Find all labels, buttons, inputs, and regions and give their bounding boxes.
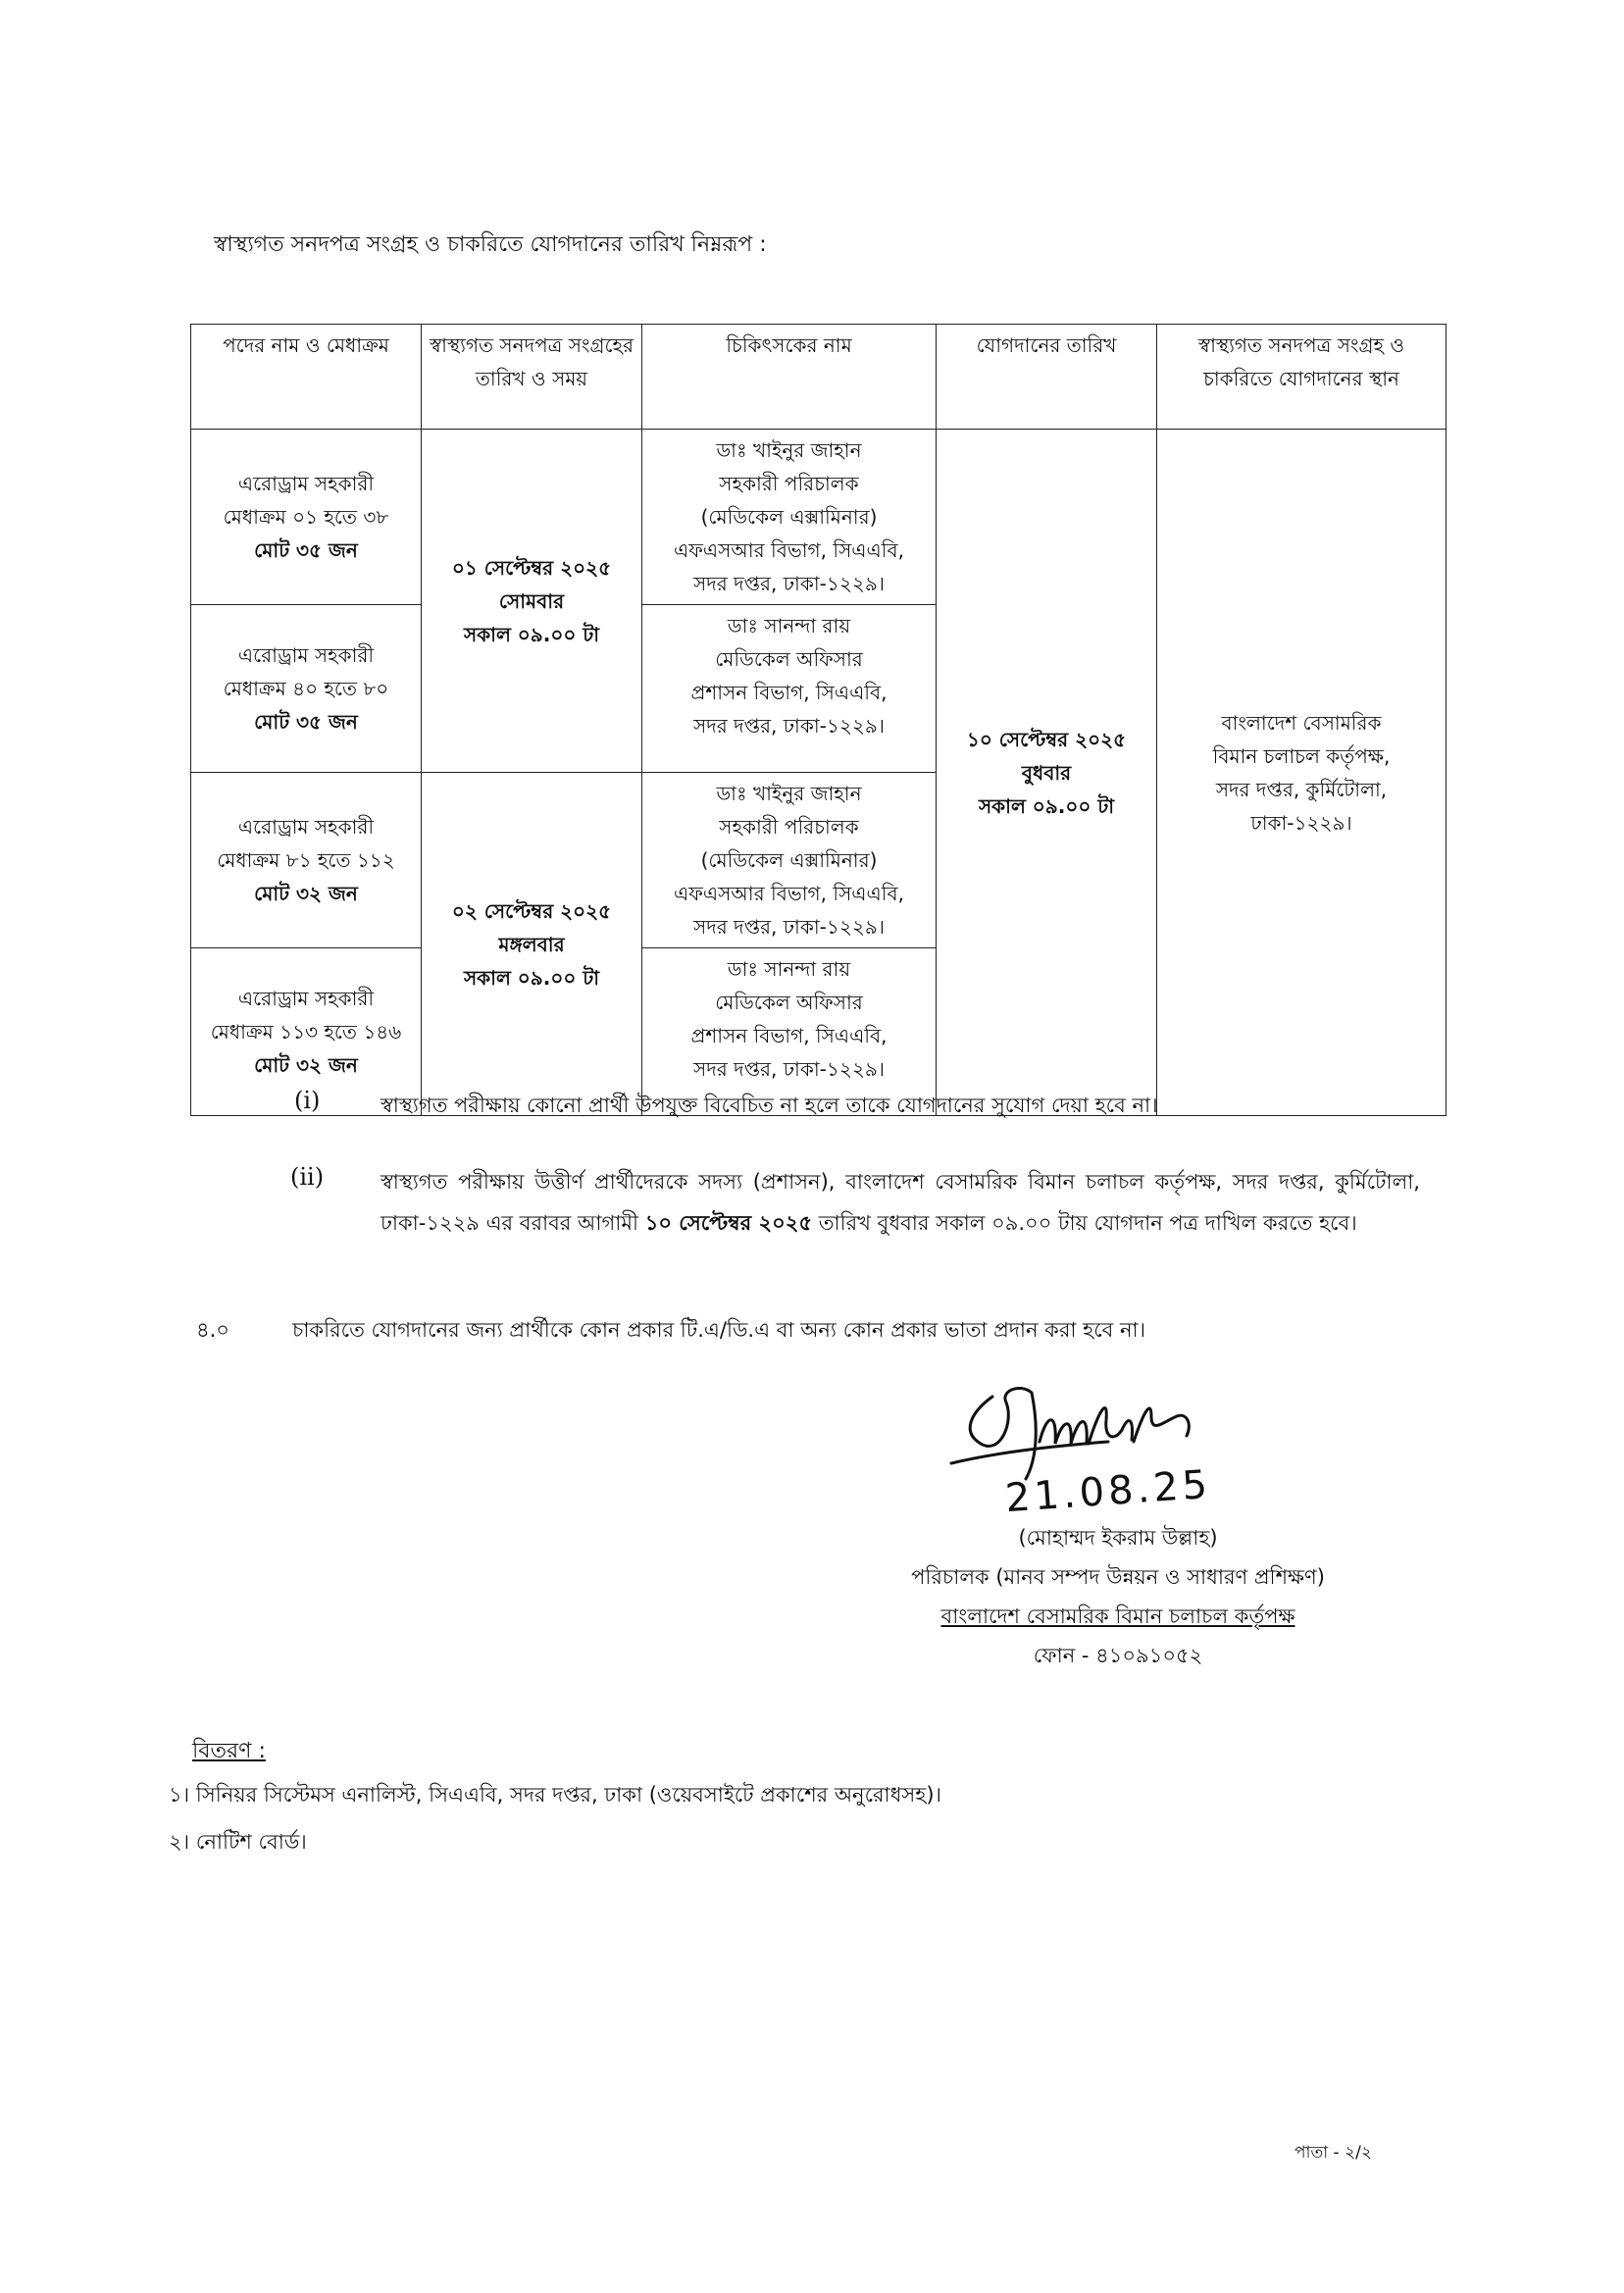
doctor-cell bbox=[642, 605, 937, 773]
cert-date-cell-1 bbox=[422, 430, 642, 773]
total-count: মোট ৩২ জন bbox=[254, 882, 358, 905]
total-count: মোট ৩২ জন bbox=[254, 1053, 358, 1077]
doctor-name: ডাঃ খাইনুর জাহান bbox=[716, 782, 862, 805]
doctor-address: সদর দপ্তর, ঢাকা-১২২৯। bbox=[693, 714, 885, 738]
joining-date: ১০ সেপ্টেম্বর ২০২৫ bbox=[966, 727, 1127, 751]
schedule-table bbox=[190, 324, 1446, 1116]
distribution-item: ১। সিনিয়র সিস্টেমস এনালিস্ট, সিএএবি, সদর দপ্তর, ঢাকা (ওয়েবসাইটে প্রকাশের অনুরোধসহ)। bbox=[169, 1783, 942, 1807]
signatory-phone: ফোন - ৪১০৯১০৫২ bbox=[1033, 1644, 1203, 1667]
post-name: এরোড্রাম সহকারী bbox=[237, 815, 375, 839]
note-text-i: স্বাস্থ্যগত পরীক্ষায় কোনো প্রার্থী উপযুক্ত বিবেচিত না হলে তাকে যোগদানের সুযোগ দেয়া হবে না। bbox=[381, 1094, 1158, 1117]
merit-range: মেধাক্রম ৪০ হতে ৮০ bbox=[223, 677, 389, 700]
cert-day: সোমবার bbox=[498, 588, 565, 613]
cert-time: সকাল ০৯.০০ টা bbox=[463, 965, 600, 990]
doctor-name: ডাঃ খাইনুর জাহান bbox=[716, 438, 862, 462]
signatory-designation: পরিচালক (মানব সম্পদ উন্নয়ন ও সাধারণ প্রশিক্ষণ) bbox=[911, 1565, 1325, 1589]
note-text-ii-after: তারিখ বুধবার সকাল ০৯.০০ টায় যোগদান পত্র দাখিল করতে হবে। bbox=[812, 1211, 1357, 1235]
distribution-title: বিতরণ : bbox=[192, 1739, 266, 1763]
total-count: মোট ৩৫ জন bbox=[254, 710, 358, 734]
merit-range: মেধাক্রম ০১ হতে ৩৮ bbox=[223, 505, 389, 529]
note-label-i: (i) bbox=[294, 1087, 321, 1114]
joining-day: বুধবার bbox=[1021, 760, 1072, 785]
place-cell bbox=[1157, 430, 1446, 1116]
post-cell bbox=[191, 773, 422, 948]
header-place: স্বাস্থ্যগত সনদপত্র সংগ্রহ ও চাকরিতে যোগদানের স্থান bbox=[1157, 325, 1446, 430]
doctor-name: ডাঃ সানন্দা রায় bbox=[727, 957, 851, 981]
cert-date-cell-2 bbox=[422, 773, 642, 1116]
post-cell bbox=[191, 605, 422, 773]
distribution-item: ২। নোটিশ বোর্ড। bbox=[169, 1830, 307, 1854]
doctor-role: (মেডিকেল এক্সামিনার) bbox=[700, 505, 878, 529]
table-header-row bbox=[191, 325, 1446, 430]
note-label-ii: (ii) bbox=[290, 1163, 325, 1191]
doctor-address: সদর দপ্তর, ঢাকা-১২২৯। bbox=[693, 1057, 885, 1081]
doctor-dept: এফএসআর বিভাগ, সিএএবি, bbox=[674, 882, 904, 905]
header-cert-date: স্বাস্থ্যগত সনদপত্র সংগ্রহের তারিখ ও সময় bbox=[422, 325, 642, 430]
note-text-ii-before: স্বাস্থ্যগত পরীক্ষায় উত্তীর্ণ প্রার্থীদেরকে সদস্য (প্রশাসন), বাংলাদেশ বেসামরিক বিমান চলাচল কর্তৃপক্ষ, সদর দপ্তর, কুর্মিটোলা, ঢাকা-১২২৯ এর বরাবর আগামী bbox=[381, 1170, 1420, 1235]
intro-text: স্বাস্থ্যগত সনদপত্র সংগ্রহ ও চাকরিতে যোগদানের তারিখ নিম্নরূপ : bbox=[214, 232, 767, 257]
cert-date: ০১ সেপ্টেম্বর ২০২৫ bbox=[451, 555, 612, 580]
merit-range: মেধাক্রম ৮১ হতে ১১২ bbox=[217, 848, 395, 872]
doctor-dept: প্রশাসন বিভাগ, সিএএবি, bbox=[690, 1024, 888, 1047]
post-name: এরোড্রাম সহকারী bbox=[237, 472, 375, 495]
signatory-office: বাংলাদেশ বেসামরিক বিমান চলাচল কর্তৃপক্ষ bbox=[940, 1605, 1295, 1628]
doctor-title: সহকারী পরিচালক bbox=[719, 472, 859, 495]
doctor-dept: প্রশাসন বিভাগ, সিএএবি, bbox=[690, 681, 888, 704]
place-line: ঢাকা-১২২৯। bbox=[1250, 810, 1352, 835]
doctor-title: মেডিকেল অফিসার bbox=[715, 647, 863, 671]
header-doctor: চিকিৎসকের নাম bbox=[642, 325, 937, 430]
page-number: পাতা - ২/২ bbox=[1294, 2143, 1372, 2163]
post-name: এরোড্রাম সহকারী bbox=[237, 987, 375, 1010]
doctor-cell bbox=[642, 773, 937, 948]
signatory-name: (মোহাম্মদ ইকরাম উল্লাহ) bbox=[1018, 1526, 1218, 1550]
total-count: মোট ৩৫ জন bbox=[254, 538, 358, 562]
place-line: বাংলাদেশ বেসামরিক bbox=[1221, 710, 1382, 735]
header-joining-date: যোগদানের তারিখ bbox=[937, 325, 1157, 430]
table-row bbox=[191, 430, 1446, 605]
header-post: পদের নাম ও মেধাক্রম bbox=[191, 325, 422, 430]
note-text-ii-date: ১০ সেপ্টেম্বর ২০২৫ bbox=[644, 1211, 813, 1235]
signatory-block bbox=[843, 1518, 1393, 1675]
doctor-name: ডাঃ সানন্দা রায় bbox=[727, 614, 851, 637]
joining-date-cell bbox=[937, 430, 1157, 1116]
place-line: বিমান চলাচল কর্তৃপক্ষ, bbox=[1212, 743, 1391, 768]
joining-time: সকাল ০৯.০০ টা bbox=[978, 793, 1115, 818]
cert-day: মঙ্গলবার bbox=[498, 932, 565, 956]
para-text: চাকরিতে যোগদানের জন্য প্রার্থীকে কোন প্রকার টি.এ/ডি.এ বা অন্য কোন প্রকার ভাতা প্রদান করা হবে না। bbox=[292, 1318, 1146, 1342]
merit-range: মেধাক্রম ১১৩ হতে ১৪৬ bbox=[210, 1020, 402, 1044]
doctor-dept: এফএসআর বিভাগ, সিএএবি, bbox=[674, 538, 904, 562]
post-cell bbox=[191, 430, 422, 605]
doctor-address: সদর দপ্তর, ঢাকা-১২২৯। bbox=[693, 915, 885, 939]
doctor-address: সদর দপ্তর, ঢাকা-১২২৯। bbox=[693, 572, 885, 595]
place-line: সদর দপ্তর, কুর্মিটোলা, bbox=[1215, 777, 1388, 801]
post-name: এরোড্রাম সহকারী bbox=[237, 643, 375, 667]
doctor-cell bbox=[642, 430, 937, 605]
cert-date: ০২ সেপ্টেম্বর ২০২৫ bbox=[451, 898, 612, 923]
cert-time: সকাল ০৯.০০ টা bbox=[463, 622, 600, 646]
doctor-title: সহকারী পরিচালক bbox=[719, 815, 859, 839]
doctor-title: মেডিকেল অফিসার bbox=[715, 991, 863, 1014]
para-number: ৪.০ bbox=[196, 1318, 229, 1342]
signature-date: 21.08.25 bbox=[1003, 1461, 1213, 1522]
note-text-ii bbox=[381, 1161, 1420, 1244]
doctor-role: (মেডিকেল এক্সামিনার) bbox=[700, 848, 878, 872]
